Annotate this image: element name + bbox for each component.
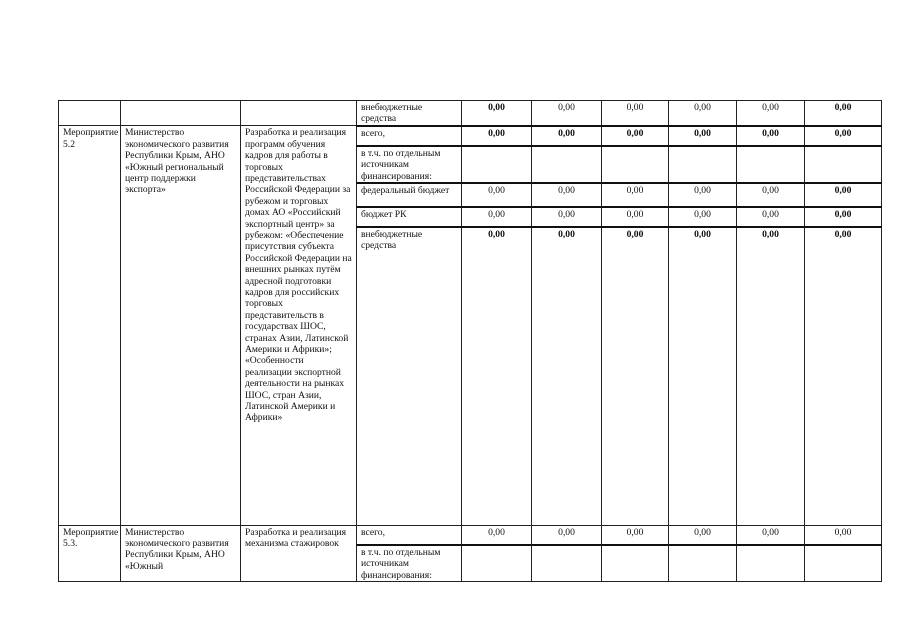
empty-cell <box>241 101 357 126</box>
value-cell: 0,00 <box>805 183 882 207</box>
value-cell: 0,00 <box>737 227 805 525</box>
value-cell: 0,00 <box>462 183 532 207</box>
value-cell <box>669 146 737 183</box>
source-cell: в т.ч. по отдельным источникам финансирования: <box>357 545 462 582</box>
value-cell: 0,00 <box>462 207 532 227</box>
value-cell: 0,00 <box>669 126 737 146</box>
value-cell: 0,00 <box>462 525 532 545</box>
measure-description: Разработка и реализация программ обучения кадров для работы в торговых представительствах Российской Федерации за рубежом и торговых домах АО «Российский экспортный центр» за рубежом: «Обеспечение присутствия субъекта Российской Федерации на внешних рынках путём адресной подготовки кадров для российских торговых представительств в государствах ШОС, странах Азии, Латинской Америки и Африки»; «Особенности реализации экспортной деятельности на рынках ШОС, стран Азии, Латинской Америки и Африки» <box>241 126 357 525</box>
value-cell: 0,00 <box>737 525 805 545</box>
value-cell: 0,00 <box>805 525 882 545</box>
value-cell: 0,00 <box>532 183 602 207</box>
value-cell: 0,00 <box>737 126 805 146</box>
value-cell: 0,00 <box>737 207 805 227</box>
source-cell: бюджет РК <box>357 207 462 227</box>
measure-executor: Министерство экономического развития Республики Крым, АНО «Южный региональный центр поддержки экспорта» <box>121 126 241 525</box>
value-cell: 0,00 <box>462 101 532 126</box>
value-cell <box>532 146 602 183</box>
value-cell: 0,00 <box>669 101 737 126</box>
value-cell: 0,00 <box>532 525 602 545</box>
value-cell: 0,00 <box>805 227 882 525</box>
value-cell: 0,00 <box>669 183 737 207</box>
measure-description: Разработка и реализация механизма стажировок <box>241 525 357 582</box>
value-cell: 0,00 <box>532 227 602 525</box>
value-cell: 0,00 <box>805 101 882 126</box>
value-cell: 0,00 <box>532 126 602 146</box>
value-cell <box>737 146 805 183</box>
measure-label: Мероприятие 5.2 <box>59 126 121 525</box>
value-cell: 0,00 <box>532 101 602 126</box>
value-cell <box>602 545 669 582</box>
value-cell: 0,00 <box>669 227 737 525</box>
source-cell: всего, <box>357 126 462 146</box>
value-cell: 0,00 <box>602 101 669 126</box>
source-cell: внебюджетные средства <box>357 101 462 126</box>
value-cell <box>805 146 882 183</box>
value-cell: 0,00 <box>669 207 737 227</box>
value-cell: 0,00 <box>669 525 737 545</box>
source-cell: внебюджетные средства <box>357 227 462 525</box>
table-row <box>59 525 882 545</box>
value-cell: 0,00 <box>602 183 669 207</box>
value-cell <box>532 545 602 582</box>
financing-table <box>58 100 882 582</box>
source-cell: в т.ч. по отдельным источникам финансирования: <box>357 146 462 183</box>
empty-cell <box>121 101 241 126</box>
value-cell <box>805 545 882 582</box>
value-cell: 0,00 <box>805 126 882 146</box>
table-row <box>59 101 882 126</box>
value-cell: 0,00 <box>602 525 669 545</box>
value-cell: 0,00 <box>737 101 805 126</box>
source-cell: всего, <box>357 525 462 545</box>
measure-executor: Министерство экономического развития Республики Крым, АНО «Южный <box>121 525 241 582</box>
value-cell: 0,00 <box>532 207 602 227</box>
value-cell: 0,00 <box>602 207 669 227</box>
value-cell <box>737 545 805 582</box>
value-cell <box>462 146 532 183</box>
value-cell: 0,00 <box>602 227 669 525</box>
value-cell <box>462 545 532 582</box>
value-cell <box>602 146 669 183</box>
table-row <box>59 126 882 146</box>
value-cell: 0,00 <box>737 183 805 207</box>
value-cell <box>669 545 737 582</box>
source-cell: федеральный бюджет <box>357 183 462 207</box>
value-cell: 0,00 <box>602 126 669 146</box>
value-cell: 0,00 <box>462 227 532 525</box>
value-cell: 0,00 <box>462 126 532 146</box>
measure-label: Мероприятие 5.3. <box>59 525 121 582</box>
empty-cell <box>59 101 121 126</box>
value-cell: 0,00 <box>805 207 882 227</box>
